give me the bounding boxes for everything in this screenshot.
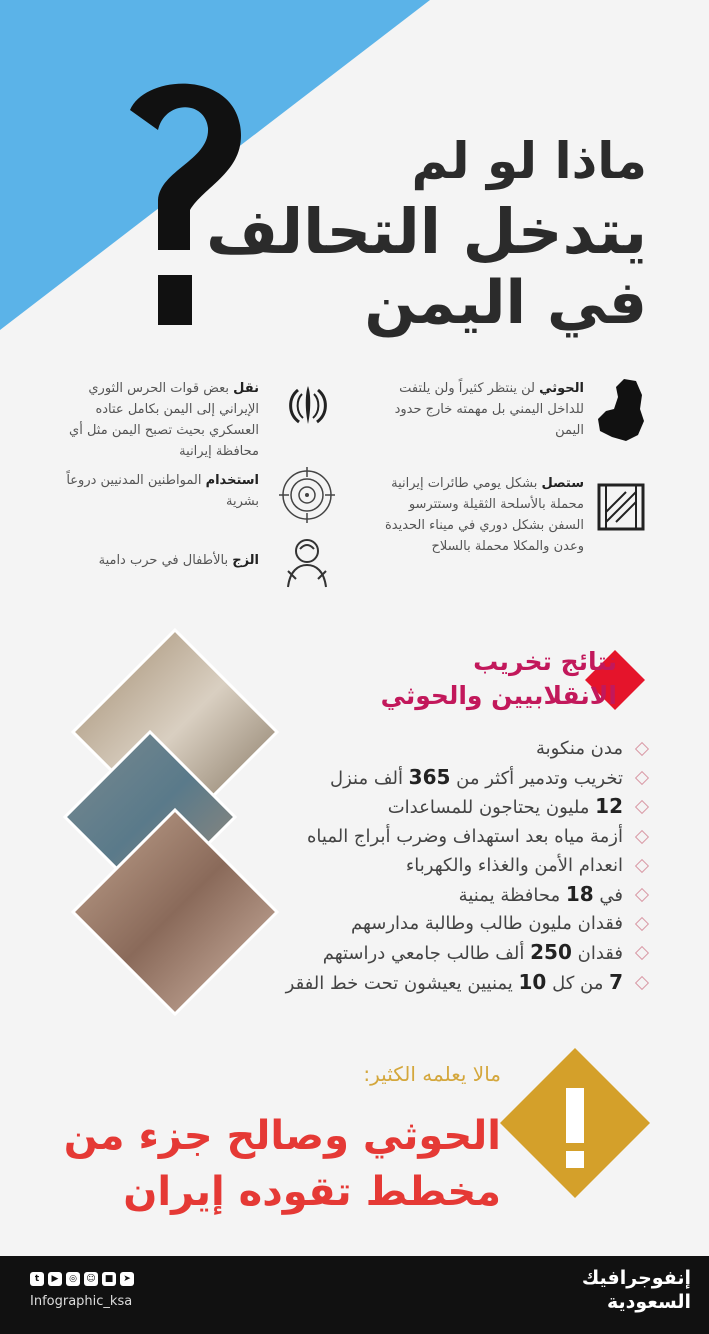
- results-list-item: 7 من كل 10 يمنيين يعيشون تحت خط الفقر: [201, 968, 651, 997]
- fact-houthi: الحوثي لن ينتظر كثيراً ولن يلتفت للداخل اليمني بل مهمته خارج حدود اليمن: [394, 381, 584, 438]
- yemen-map-icon: [592, 375, 652, 435]
- results-list-item: فقدان 250 ألف طالب جامعي دراستهم: [201, 938, 651, 967]
- results-list: [201, 734, 651, 997]
- social-handle: Infographic_ksa: [30, 1294, 133, 1309]
- brand-logo: إنفوجرافيك السعودية: [581, 1267, 691, 1313]
- fact-transfer: نقل بعض قوات الحرس الثوري الإيراني إلى اليمن بكامل عتاده العسكري بحيث تصبح اليمن مثل أي محافظة إيرانية: [69, 381, 259, 459]
- results-list-item: أزمة مياه بعد استهداف وضرب أبراج المياه: [201, 822, 651, 851]
- instagram-icon[interactable]: ◎: [66, 1272, 80, 1286]
- telegram-icon[interactable]: ➤: [120, 1272, 134, 1286]
- results-list-item: فقدان مليون طالب وطالبة مدارسهم: [201, 909, 651, 938]
- social-icons: [30, 1272, 134, 1286]
- results-list-item: تخريب وتدمير أكثر من 365 ألف منزل: [201, 763, 651, 792]
- child-icon: [282, 535, 342, 595]
- warning-heading: مالا يعلمه الكثير:: [363, 1062, 501, 1086]
- twitter-icon[interactable]: t: [30, 1272, 44, 1286]
- results-title: نتائج تخريب الانقلابيين والحوثي: [380, 647, 617, 710]
- results-list-item: 12 مليون يحتاجون للمساعدات: [201, 792, 651, 821]
- camera-icon[interactable]: ■: [102, 1272, 116, 1286]
- warning-diamond-icon: [495, 1043, 655, 1203]
- fact-civilians: استخدام المواطنين المدنيين دروعاً بشرية: [66, 473, 259, 509]
- warning-statement: الحوثي وصالح جزء من مخطط تقوده إيران: [63, 1113, 501, 1215]
- target-icon: [279, 467, 339, 527]
- results-list-item: مدن منكوبة: [201, 734, 651, 763]
- crate-icon: [596, 482, 656, 542]
- fact-arrival: ستصل بشكل يومي طائرات إيرانية محملة بالأسلحة الثقيلة وستترسو السفن بشكل دوري في ميناء الحديدة وعدن والمكلا محملة بالسلاح: [384, 476, 584, 554]
- fact-children: الزج بالأطفال في حرب دامية: [98, 553, 259, 568]
- snapchat-icon[interactable]: ☺: [84, 1272, 98, 1286]
- results-list-item: انعدام الأمن والغذاء والكهرباء: [201, 851, 651, 880]
- results-list-item: في 18 محافظة يمنية: [201, 880, 651, 909]
- title-line-1: ماذا لو لم: [411, 132, 647, 190]
- title-line-3: في اليمن: [364, 268, 647, 338]
- title-line-2: يتدخل التحالف: [206, 195, 647, 268]
- youtube-icon[interactable]: ▶: [48, 1272, 62, 1286]
- iran-emblem-icon: [283, 380, 343, 440]
